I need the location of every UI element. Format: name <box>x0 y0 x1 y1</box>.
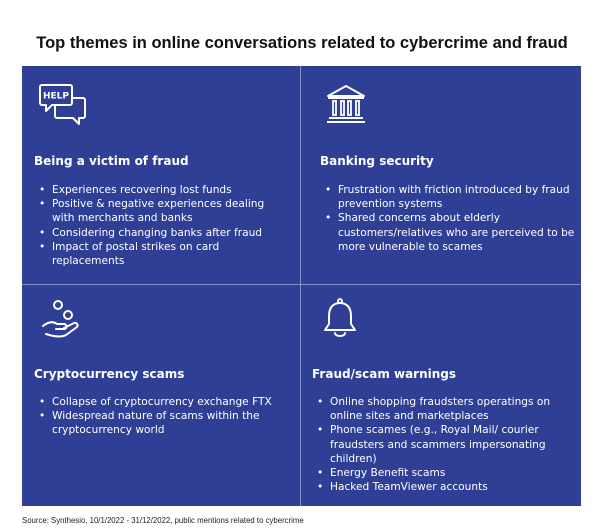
bullet-list <box>320 183 578 254</box>
heading-cryptocurrency-scams: Cryptocurrency scams <box>34 367 185 381</box>
list-item: • Collapse of cryptocurrency exchange FTX <box>52 395 292 409</box>
list-item: • Phone scames (e.g., Royal Mail/ courier fraudsters and scammers impersonating children) <box>330 423 570 466</box>
quadrant-fraud-scam-warnings <box>301 285 581 506</box>
list-item: • Experiences recovering lost funds <box>52 183 282 197</box>
list-item: • Impact of postal strikes on card replacements <box>52 240 282 268</box>
quadrant-cryptocurrency-scams <box>22 285 301 506</box>
list-item: • Online shopping fraudsters operatings on online sites and marketplaces <box>330 395 570 423</box>
list-item: • Considering changing banks after fraud <box>52 226 282 240</box>
list-item: • Energy Benefit scams <box>330 466 570 480</box>
bell-icon <box>319 297 361 346</box>
help-chat-bubbles-icon <box>39 82 87 133</box>
list-item: • Frustration with friction introduced by fraud prevention systems <box>338 183 578 211</box>
list-item: • Positive & negative experiences dealing with merchants and banks <box>52 197 282 225</box>
hand-with-coins-icon <box>40 297 84 344</box>
help-icon-text: HELP <box>42 91 70 102</box>
source-note: Source: Synthesio, 10/1/2022 - 31/12/2022, public mentions related to cybercrime <box>22 516 304 525</box>
bank-building-icon <box>325 84 367 129</box>
bullet-list <box>34 183 282 268</box>
themes-grid <box>22 66 581 506</box>
page-title: Top themes in online conversations related to cybercrime and fraud <box>36 34 568 52</box>
bullet-list <box>312 395 570 494</box>
list-item: • Shared concerns about elderly customers/relatives who are perceived to be more vulnerable to scames <box>338 211 578 254</box>
bullet-list <box>34 395 292 438</box>
list-item: • Widespread nature of scams within the cryptocurrency world <box>52 409 292 437</box>
heading-victim-of-fraud: Being a victim of fraud <box>34 154 189 168</box>
quadrant-banking-security <box>301 66 581 285</box>
list-item: • Hacked TeamViewer accounts <box>330 480 570 494</box>
heading-fraud-scam-warnings: Fraud/scam warnings <box>312 367 457 381</box>
heading-banking-security: Banking security <box>320 154 434 168</box>
quadrant-victim-of-fraud <box>22 66 301 285</box>
